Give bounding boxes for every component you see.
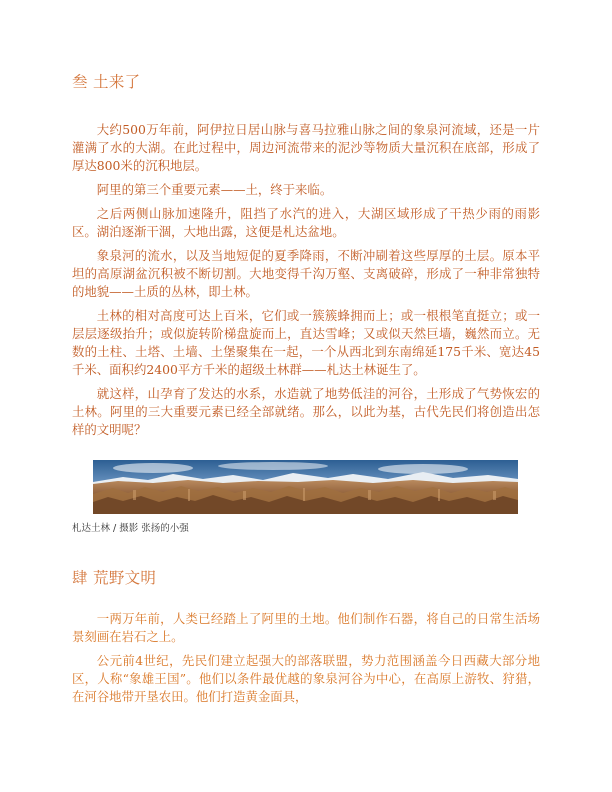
section-body-earth	[72, 121, 540, 445]
section-body-wild-civilization	[72, 610, 540, 712]
section-heading-wild-civilization: 肆 荒野文明	[72, 569, 157, 587]
paragraph: 象泉河的流水，以及当地短促的夏季降雨，不断冲刷着这些厚厚的土层。原本平坦的高原湖盆沉积被不断切割。大地变得千沟万壑、支离破碎，形成了一种非常独特的地貌——土质的丛林，即土林。	[72, 248, 540, 299]
paragraph: 公元前4世纪，先民们建立起强大的部落联盟，势力范围涵盖今日西藏大部分地区，人称“象雄王国”。他们以条件最优越的象泉河谷为中心，在高原上游牧、狩猎，在河谷地带开垦农田。他们打造黄金面具，	[72, 653, 540, 704]
paragraph: 阿里的第三个重要元素——土，终于来临。	[96, 182, 333, 197]
photo-caption: 札达土林 / 摄影 张扬的小强	[72, 523, 189, 534]
zanda-earth-forest-photo	[93, 460, 518, 514]
paragraph: 一两万年前，人类已经踏上了阿里的土地。他们制作石器，将自己的日常生活场景刻画在岩石之上。	[72, 611, 540, 644]
paragraph: 土林的相对高度可达上百米，它们或一簇簇蜂拥而上；或一根根笔直挺立；或一层层逐级抬升；或似旋转阶梯盘旋而上，直达雪峰；又或似天然巨墙，巍然而立。无数的土柱、土塔、土墙、土堡聚集在一起，一个从西北到东南绵延175千米、宽达45千米、面积约2400平方千米的超级土林群——札达土林诞生了。	[72, 308, 540, 377]
paragraph: 之后两侧山脉加速隆升，阻挡了水汽的进入，大湖区域形成了干热少雨的雨影区。湖泊逐渐干涸，大地出露，这便是札达盆地。	[72, 206, 540, 239]
section-heading-earth: 叁 土来了	[72, 73, 141, 91]
paragraph: 就这样，山孕育了发达的水系，水造就了地势低洼的河谷，土形成了气势恢宏的土林。阿里的三大重要元素已经全部就绪。那么，以此为基，古代先民们将创造出怎样的文明呢？	[72, 386, 540, 437]
paragraph: 大约500万年前，阿伊拉日居山脉与喜马拉雅山脉之间的象泉河流域，还是一片灌满了水的大湖。在此过程中，周边河流带来的泥沙等物质大量沉积在底部，形成了厚达800米的沉积地层。	[72, 122, 540, 173]
